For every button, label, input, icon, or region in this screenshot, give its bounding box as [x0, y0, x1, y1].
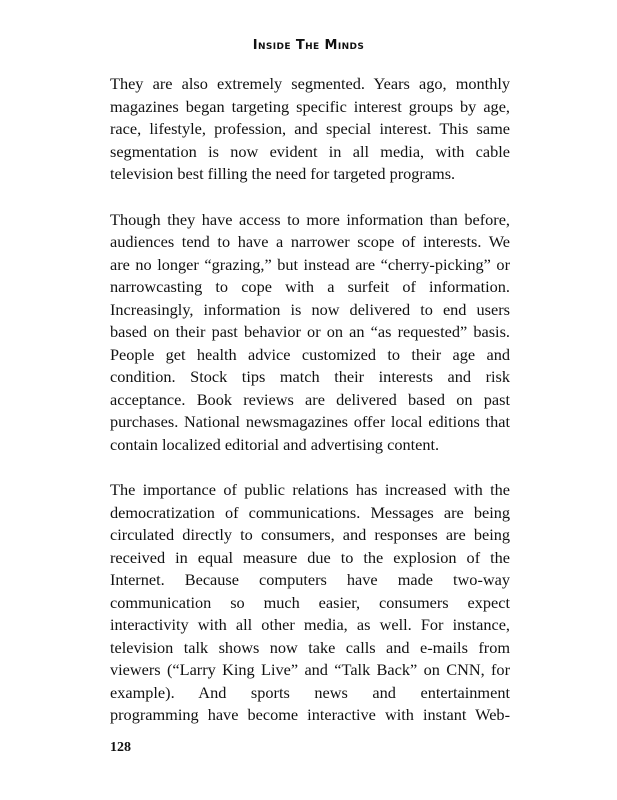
paragraph-3	[110, 479, 510, 727]
text-line: magazines began targeting specific interest groups by age,	[110, 96, 510, 116]
paragraph-2	[110, 209, 510, 457]
text-line: segmentation is now evident in all media, with cable	[110, 141, 510, 161]
text-line: received in equal measure due to the explosion of the	[110, 547, 510, 567]
text-line: audiences tend to have a narrower scope of interests. We	[110, 232, 510, 251]
text-line: People get health advice customized to their age and	[110, 344, 510, 364]
text-line: purchases. National newsmagazines offer local editions that	[110, 412, 510, 431]
text-line: The importance of public relations has increased with the	[110, 480, 510, 499]
text-line: Increasingly, information is now delivered to end users	[110, 299, 510, 319]
text-line: interactivity with all other media, as well. For instance,	[110, 615, 510, 634]
text-line: They are also extremely segmented. Years ago, monthly	[110, 74, 510, 93]
text-line: race, lifestyle, profession, and special interest. This same	[110, 119, 510, 138]
page-number: 128	[110, 740, 131, 755]
text-line: based on their past behavior or on an “as requested” basis.	[110, 322, 510, 341]
text-line: communication so much easier, consumers expect	[110, 592, 510, 612]
text-line: are no longer “grazing,” but instead are “cherry-picking” or	[110, 254, 510, 274]
paragraph-1	[110, 73, 510, 186]
text-line: television best filling the need for targeted programs.	[110, 164, 456, 183]
text-line: programming have become interactive with instant Web-	[110, 705, 510, 724]
text-line: acceptance. Book reviews are delivered based on past	[110, 389, 510, 409]
text-line: circulated directly to consumers, and responses are being	[110, 525, 510, 544]
text-line: television talk shows now take calls and e-mails from	[110, 637, 510, 657]
text-line: contain localized editorial and advertising content.	[110, 434, 440, 454]
text-line: democratization of communications. Messages are being	[110, 502, 510, 522]
text-line: narrowcasting to cope with a surfeit of information.	[110, 277, 510, 296]
text-line: condition. Stock tips match their interests and risk	[110, 367, 510, 386]
body-text	[110, 73, 510, 750]
text-line: Internet. Because computers have made two-way	[110, 570, 510, 589]
text-line: Though they have access to more information than before,	[110, 209, 510, 229]
text-line: viewers (“Larry King Live” and “Talk Back” on CNN, for	[110, 660, 510, 679]
running-header: Inside The Minds	[252, 38, 365, 53]
text-line: example). And sports news and entertainment	[110, 682, 510, 702]
